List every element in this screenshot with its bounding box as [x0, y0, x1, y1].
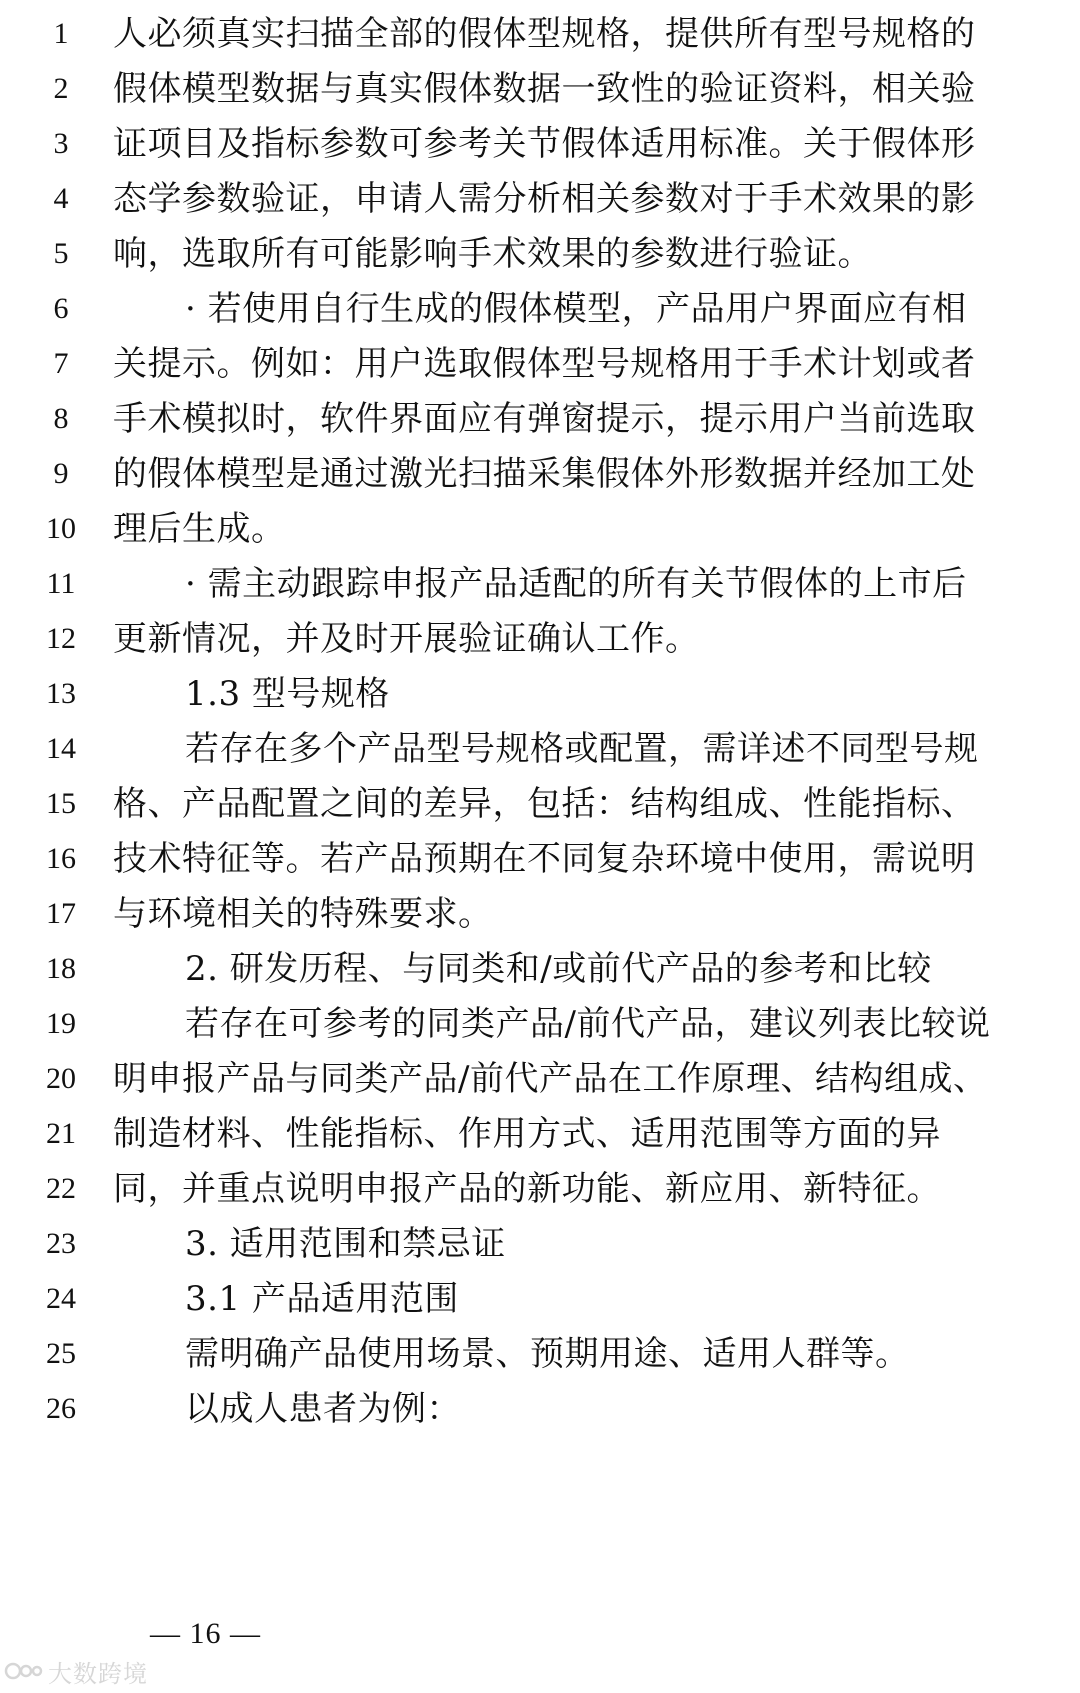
line-text: 若存在可参考的同类产品/前代产品，建议列表比较说	[185, 1004, 991, 1044]
line-number: 15	[46, 787, 76, 820]
document-line	[0, 228, 1080, 284]
line-text: 的假体模型是通过激光扫描采集假体外形数据并经加工处	[113, 454, 976, 494]
watermark	[4, 1654, 148, 1688]
watermark-logo-icon	[4, 1658, 44, 1684]
line-text: 以成人患者为例：	[185, 1389, 461, 1429]
line-text: 需明确产品使用场景、预期用途、适用人群等。	[185, 1334, 910, 1374]
line-text: 假体模型数据与真实假体数据一致性的验证资料，相关验	[113, 69, 976, 109]
document-line	[0, 1383, 1080, 1439]
document-line	[0, 503, 1080, 559]
document-line	[0, 283, 1080, 339]
document-line	[0, 778, 1080, 834]
watermark-text: 大数跨境	[48, 1659, 148, 1688]
line-number: 13	[46, 677, 76, 710]
section-heading: 3. 适用范围和禁忌证	[185, 1224, 506, 1264]
section-heading: 2. 研发历程、与同类和/或前代产品的参考和比较	[185, 949, 932, 989]
line-number: 25	[46, 1337, 76, 1370]
line-number: 8	[53, 402, 69, 435]
document-line	[0, 393, 1080, 449]
line-text: 格、产品配置之间的差异，包括：结构组成、性能指标、	[113, 784, 976, 824]
line-text: 同，并重点说明申报产品的新功能、新应用、新特征。	[113, 1169, 941, 1209]
line-number: 3	[53, 127, 69, 160]
line-number: 14	[46, 732, 76, 765]
line-text: 与环境相关的特殊要求。	[113, 894, 493, 934]
line-number: 1	[53, 17, 69, 50]
line-number: 18	[46, 952, 76, 985]
line-number: 16	[46, 842, 76, 875]
line-text: 若存在多个产品型号规格或配置，需详述不同型号规	[185, 729, 979, 769]
line-text: 手术模拟时，软件界面应有弹窗提示，提示用户当前选取	[113, 399, 976, 439]
line-text: 人必须真实扫描全部的假体型规格，提供所有型号规格的	[113, 14, 976, 54]
document-line	[0, 8, 1080, 64]
line-text: · 若使用自行生成的假体模型，产品用户界面应有相	[185, 289, 967, 329]
document-line	[0, 1328, 1080, 1384]
document-line	[0, 888, 1080, 944]
document-line	[0, 1108, 1080, 1164]
line-number: 7	[53, 347, 69, 380]
document-line	[0, 1273, 1080, 1329]
document-line	[0, 118, 1080, 174]
line-text: 更新情况，并及时开展验证确认工作。	[113, 619, 700, 659]
line-number: 2	[53, 72, 69, 105]
document-line	[0, 943, 1080, 999]
line-number: 19	[46, 1007, 76, 1040]
line-number: 4	[53, 182, 69, 215]
line-number: 12	[46, 622, 76, 655]
line-text: 理后生成。	[113, 509, 286, 549]
line-number: 20	[46, 1062, 76, 1095]
document-line	[0, 173, 1080, 229]
document-line	[0, 63, 1080, 119]
line-number: 6	[53, 292, 69, 325]
document-line	[0, 613, 1080, 669]
line-number: 11	[46, 567, 76, 600]
document-line	[0, 833, 1080, 889]
line-text: 态学参数验证，申请人需分析相关参数对于手术效果的影	[113, 179, 976, 219]
line-number: 21	[46, 1117, 76, 1150]
line-number: 9	[53, 457, 69, 490]
document-line	[0, 998, 1080, 1054]
line-text: 技术特征等。若产品预期在不同复杂环境中使用，需说明	[113, 839, 976, 879]
line-text: 关提示。例如：用户选取假体型号规格用于手术计划或者	[113, 344, 976, 384]
line-number: 22	[46, 1172, 76, 1205]
document-line	[0, 1163, 1080, 1219]
document-line	[0, 668, 1080, 724]
document-line	[0, 558, 1080, 614]
document-line	[0, 1053, 1080, 1109]
line-number: 24	[46, 1282, 76, 1315]
line-text: 制造材料、性能指标、作用方式、适用范围等方面的异	[113, 1114, 941, 1154]
line-number: 17	[46, 897, 76, 930]
line-number: 26	[46, 1392, 76, 1425]
line-text: 证项目及指标参数可参考关节假体适用标准。关于假体形	[113, 124, 976, 164]
line-number: 5	[53, 237, 69, 270]
document-line	[0, 338, 1080, 394]
section-heading: 3.1 产品适用范围	[185, 1279, 459, 1319]
line-number: 10	[46, 512, 76, 545]
line-text: · 需主动跟踪申报产品适配的所有关节假体的上市后	[185, 564, 967, 604]
document-line	[0, 448, 1080, 504]
document-line	[0, 1218, 1080, 1274]
section-heading: 1.3 型号规格	[185, 674, 390, 714]
line-text: 响，选取所有可能影响手术效果的参数进行验证。	[113, 234, 872, 274]
line-number: 23	[46, 1227, 76, 1260]
document-line	[0, 723, 1080, 779]
page-number: — 16 —	[150, 1617, 261, 1650]
line-text: 明申报产品与同类产品/前代产品在工作原理、结构组成、	[113, 1059, 988, 1099]
